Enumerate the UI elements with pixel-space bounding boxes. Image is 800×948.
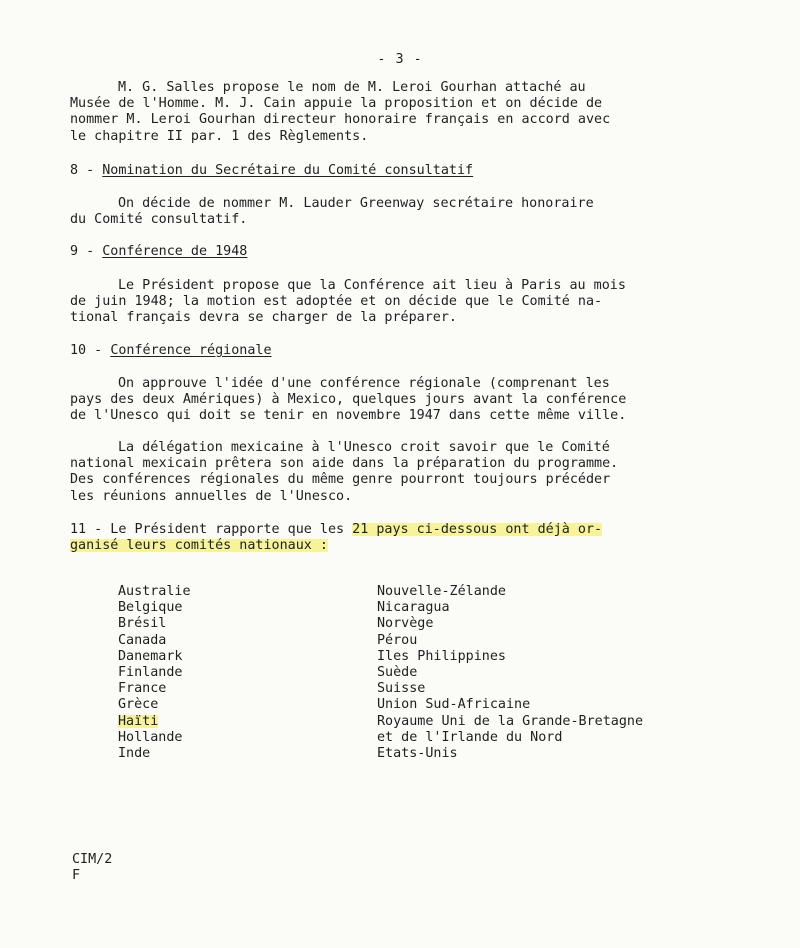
country-item: Etats-Unis — [377, 745, 458, 761]
section-10-number: 10 - — [70, 343, 111, 358]
country-item: Iles Philippines — [377, 648, 506, 664]
country-item — [118, 746, 191, 762]
paragraph-salles — [70, 80, 726, 145]
country-name: Brésil — [118, 616, 167, 632]
text-line: Le Président propose que la Conférence ait lieu à Paris au mois — [118, 278, 626, 293]
section-10-heading — [70, 343, 272, 359]
country-name-highlighted: Haïti — [118, 713, 159, 729]
text-line: Des conférences régionales du même genre pourront toujours précéder — [70, 472, 611, 488]
country-item: Norvège — [377, 616, 434, 632]
text-line: Musée de l'Homme. M. J. Cain appuie la proposition et on décide de — [70, 96, 603, 112]
country-item: Royaume Uni de la Grande-Bretagne — [377, 713, 644, 729]
text-line: du Comité consultatif. — [70, 212, 248, 228]
text-line: nommer M. Leroi Gourhan directeur honoraire français en accord avec — [70, 112, 611, 128]
text-line: de juin 1948; la motion est adoptée et on décide que le Comité na- — [70, 294, 603, 310]
country-item — [118, 730, 191, 746]
country-name: Grèce — [118, 697, 159, 713]
text-line: M. G. Salles propose le nom de M. Leroi Gourhan attaché au — [118, 80, 586, 95]
country-item: Nicaragua — [377, 600, 450, 616]
country-name: Australie — [118, 584, 191, 599]
section-8-number: 8 - — [70, 163, 103, 178]
text-line: On décide de nommer M. Lauder Greenway secrétaire honoraire — [118, 196, 594, 211]
section-9-title: Conférence de 1948 — [102, 244, 248, 259]
country-name: Belgique — [118, 600, 183, 616]
section-8-title: Nomination du Secrétaire du Comité consultatif — [102, 163, 474, 178]
country-name: Finlande — [118, 664, 183, 680]
country-item: Suède — [377, 664, 418, 680]
country-name: France — [118, 681, 167, 697]
country-name: Hollande — [118, 729, 183, 745]
country-item — [118, 681, 191, 697]
country-item: et de l'Irlande du Nord — [377, 729, 563, 745]
text-line: le chapitre II par. 1 des Règlements. — [70, 128, 369, 144]
country-item: Union Sud-Africaine — [377, 697, 531, 713]
country-item — [118, 600, 191, 616]
section-8-heading — [70, 163, 473, 179]
highlighted-text: ganisé leurs comités nationaux : — [70, 538, 328, 554]
country-item — [118, 697, 191, 713]
document-reference — [72, 852, 112, 884]
text-line: tional français devra se charger de la préparer. — [70, 310, 457, 326]
document-code: CIM/2 — [72, 852, 113, 867]
section-11-paragraph — [70, 522, 726, 554]
section-11-intro: 11 - Le Président rapporte que les — [70, 522, 353, 537]
country-item — [118, 649, 191, 665]
text-line: pays des deux Amériques) à Mexico, quelques jours avant la conférence — [70, 392, 627, 408]
country-item: Suisse — [377, 681, 426, 697]
text-line: les réunions annuelles de l'Unesco. — [70, 488, 353, 504]
section-8-paragraph — [70, 196, 726, 228]
country-item: Nouvelle-Zélande — [377, 584, 506, 599]
section-9-paragraph — [70, 278, 726, 327]
page-number: - 3 - — [377, 52, 423, 67]
country-item — [118, 584, 191, 600]
country-name: Inde — [118, 745, 151, 761]
country-name: Danemark — [118, 648, 183, 664]
section-10-paragraph-2 — [70, 440, 726, 505]
country-list-right — [377, 584, 643, 762]
text-line: On approuve l'idée d'une conférence régionale (comprenant les — [118, 376, 610, 391]
text-line: La délégation mexicaine à l'Unesco croit savoir que le Comité — [118, 440, 610, 455]
section-10-paragraph-1 — [70, 376, 726, 425]
section-9-heading — [70, 244, 247, 260]
section-9-number: 9 - — [70, 244, 103, 259]
country-item — [118, 665, 191, 681]
country-item — [118, 616, 191, 632]
country-item: Pérou — [377, 632, 418, 648]
country-item — [118, 714, 191, 730]
text-line — [70, 538, 726, 554]
section-10-title: Conférence régionale — [110, 343, 272, 358]
text-line: national mexicain prêtera son aide dans la préparation du programme. — [70, 456, 619, 472]
text-line — [70, 522, 726, 538]
highlighted-text: 21 pays ci-dessous ont déjà or- — [352, 522, 603, 537]
country-name: Canada — [118, 632, 167, 648]
country-item — [118, 633, 191, 649]
country-list-left — [118, 584, 191, 762]
text-line: de l'Unesco qui doit se tenir en novembre 1947 dans cette même ville. — [70, 408, 627, 424]
document-language: F — [72, 868, 81, 884]
